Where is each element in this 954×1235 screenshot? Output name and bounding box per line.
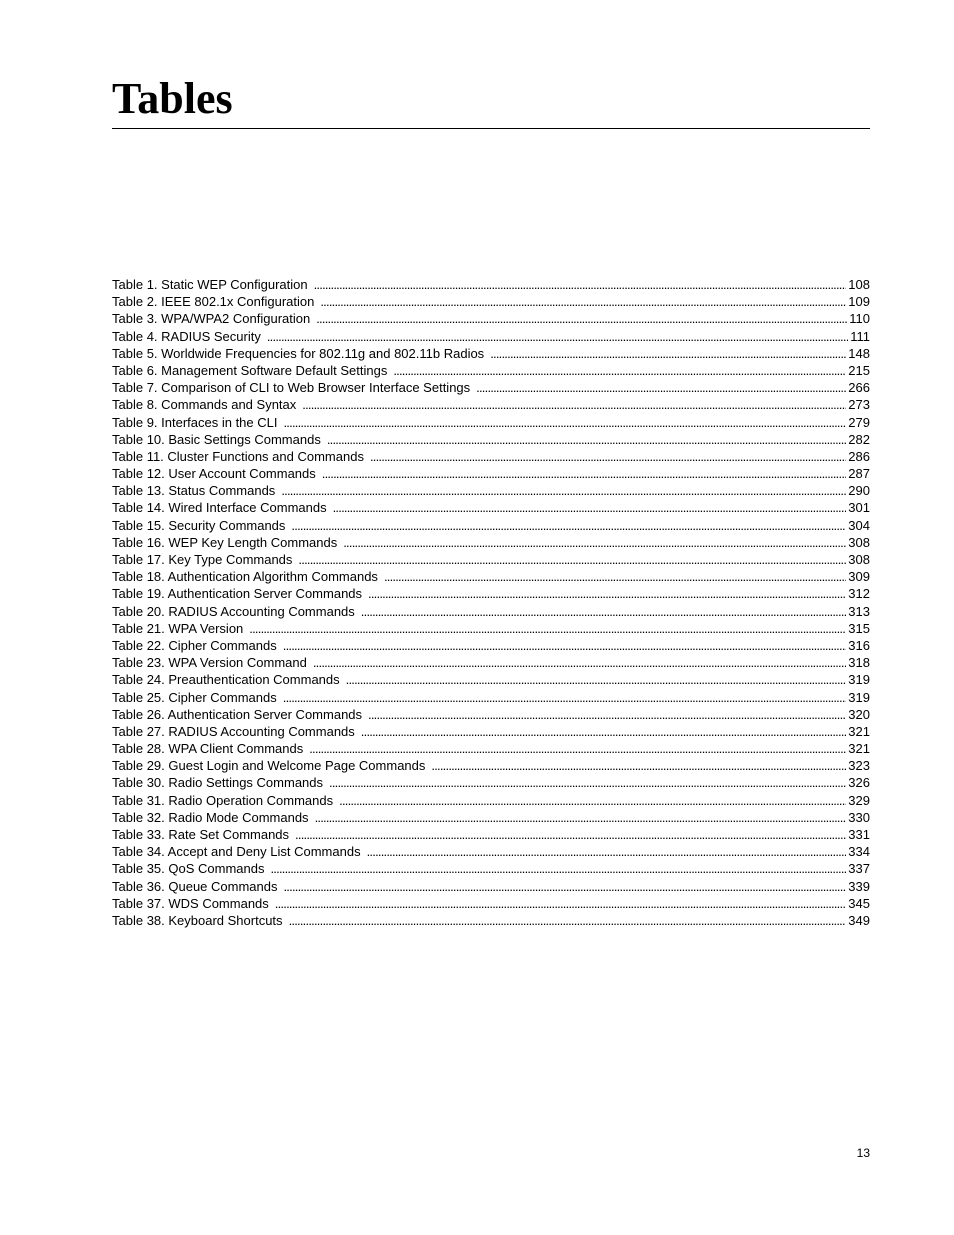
toc-entry[interactable] (112, 345, 870, 362)
toc-entry-label: Table 30. Radio Settings Commands (112, 775, 324, 791)
dot-leader (327, 431, 846, 448)
dot-leader (283, 637, 847, 654)
toc-entry[interactable] (112, 826, 870, 843)
toc-entry[interactable] (112, 310, 870, 327)
toc-entry[interactable] (112, 689, 870, 706)
toc-entry-label: Table 20. RADIUS Accounting Commands (112, 603, 355, 619)
dot-leader (367, 843, 847, 860)
toc-entry-page: 339 (848, 878, 870, 894)
toc-entry[interactable] (112, 860, 870, 877)
toc-entry-page: 287 (848, 466, 870, 482)
toc-entry[interactable] (112, 843, 870, 860)
toc-entry-page: 319 (848, 672, 870, 688)
toc-entry-label: Table 37. WDS Commands (112, 895, 269, 911)
dot-leader (490, 345, 846, 362)
dot-leader (275, 895, 847, 912)
dot-leader (320, 293, 846, 310)
dot-leader (370, 448, 846, 465)
toc-entry-page: 330 (848, 809, 870, 825)
toc-entry-label: Table 6. Management Software Default Settings (112, 362, 388, 378)
page-number: 13 (856, 1146, 870, 1160)
dot-leader (314, 276, 847, 293)
title-rule (112, 128, 870, 129)
toc-entry-label: Table 15. Security Commands (112, 517, 286, 533)
toc-entry-label: Table 7. Comparison of CLI to Web Browser Interface Settings (112, 380, 471, 396)
toc-entry-page: 108 (848, 277, 870, 292)
toc-entry[interactable] (112, 740, 870, 757)
dot-leader (476, 379, 846, 396)
toc-entry[interactable] (112, 912, 870, 929)
toc-entry[interactable] (112, 499, 870, 516)
toc-entry-label: Table 4. RADIUS Security (112, 328, 261, 344)
toc-entry-label: Table 2. IEEE 802.1x Configuration (112, 294, 315, 310)
toc-entry-label: Table 33. Rate Set Commands (112, 827, 290, 842)
toc-entry[interactable] (112, 757, 870, 774)
toc-entry-page: 110 (849, 311, 870, 327)
dot-leader (291, 517, 846, 534)
toc-entry[interactable] (112, 895, 870, 912)
dot-leader (361, 723, 847, 740)
toc-entry-label: Table 28. WPA Client Commands (112, 741, 304, 757)
toc-entry[interactable] (112, 448, 870, 465)
toc-entry-page: 290 (848, 483, 870, 499)
toc-entry-page: 266 (848, 380, 870, 396)
toc-entry-label: Table 35. QoS Commands (112, 861, 265, 877)
toc-entry-page: 282 (848, 431, 870, 447)
toc-entry-page: 312 (848, 586, 870, 602)
dot-leader (329, 774, 846, 791)
toc-entry[interactable] (112, 396, 870, 413)
toc-entry[interactable] (112, 293, 870, 310)
toc-entry[interactable] (112, 276, 870, 293)
dot-leader (343, 534, 846, 551)
dot-leader (315, 809, 847, 826)
toc-entry-page: 309 (848, 569, 870, 585)
toc-entry-page: 326 (848, 775, 870, 791)
toc-entry-page: 273 (848, 397, 870, 413)
toc-entry-label: Table 34. Accept and Deny List Commands (112, 844, 361, 860)
dot-leader (283, 689, 847, 706)
dot-leader (393, 362, 846, 379)
toc-entry-label: Table 23. WPA Version Command (112, 655, 307, 671)
toc-entry[interactable] (112, 792, 870, 809)
toc-entry-page: 337 (848, 861, 870, 877)
toc-entry-page: 321 (848, 741, 870, 757)
toc-entry-page: 321 (848, 723, 870, 739)
dot-leader (316, 310, 847, 327)
toc-entry-label: Table 31. Radio Operation Commands (112, 792, 334, 808)
toc-entry-page: 320 (848, 706, 870, 722)
toc-entry[interactable] (112, 654, 870, 671)
toc-entry-label: Table 9. Interfaces in the CLI (112, 414, 278, 430)
toc-entry[interactable] (112, 551, 870, 568)
dot-leader (281, 482, 846, 499)
dot-leader (302, 396, 846, 413)
toc-entry[interactable] (112, 637, 870, 654)
dot-leader (270, 860, 846, 877)
toc-entry[interactable] (112, 568, 870, 585)
toc-entry[interactable] (112, 431, 870, 448)
toc-entry-label: Table 24. Preauthentication Commands (112, 672, 340, 688)
toc-entry-page: 323 (848, 758, 870, 774)
toc-entry[interactable] (112, 603, 870, 620)
toc-entry-page: 109 (848, 294, 870, 310)
toc-entry[interactable] (112, 671, 870, 688)
toc-entry-label: Table 19. Authentication Server Commands (112, 586, 363, 602)
toc-entry[interactable] (112, 482, 870, 499)
toc-entry-page: 308 (848, 534, 870, 550)
toc-entry-label: Table 11. Cluster Functions and Commands (112, 448, 364, 464)
dot-leader (346, 671, 847, 688)
dot-leader (339, 792, 846, 809)
toc-entry-page: 286 (848, 448, 870, 464)
toc-entry-page: 279 (848, 414, 870, 430)
dot-leader (368, 706, 846, 723)
page-title: Tables (112, 74, 233, 123)
dot-leader (333, 499, 847, 516)
toc-entry-label: Table 13. Status Commands (112, 483, 276, 499)
toc-entry-label: Table 8. Commands and Syntax (112, 397, 297, 413)
dot-leader (283, 414, 846, 431)
dot-leader (289, 912, 847, 929)
toc-entry-label: Table 36. Queue Commands (112, 878, 278, 894)
dot-leader (361, 603, 847, 620)
toc-entry[interactable] (112, 620, 870, 637)
toc-entry-label: Table 38. Keyboard Shortcuts (112, 912, 283, 928)
toc-entry[interactable] (112, 723, 870, 740)
toc-entry-label: Table 27. RADIUS Accounting Commands (112, 723, 355, 739)
toc-entry-label: Table 1. Static WEP Configuration (112, 277, 308, 292)
toc-entry-page: 304 (848, 517, 870, 533)
dot-leader (384, 568, 846, 585)
toc-entry-page: 329 (848, 792, 870, 808)
toc-entry-page: 319 (848, 689, 870, 705)
toc-entry-label: Table 18. Authentication Algorithm Commands (112, 569, 378, 585)
toc-entry-label: Table 29. Guest Login and Welcome Page Commands (112, 758, 426, 774)
toc-entry-page: 316 (848, 637, 870, 653)
toc-entry-page: 215 (848, 362, 870, 378)
dot-leader (309, 740, 846, 757)
toc-entry-page: 148 (848, 345, 870, 361)
toc-entry-label: Table 22. Cipher Commands (112, 637, 277, 653)
toc-entry-label: Table 5. Worldwide Frequencies for 802.11g and 802.11b Radios (112, 345, 485, 361)
toc-entry[interactable] (112, 465, 870, 482)
toc-entry-label: Table 26. Authentication Server Commands (112, 706, 363, 722)
toc-entry-page: 315 (848, 620, 870, 636)
toc-entry-page: 313 (848, 603, 870, 619)
toc-entry-label: Table 10. Basic Settings Commands (112, 431, 321, 447)
toc-entry-label: Table 12. User Account Commands (112, 466, 316, 482)
toc-entry[interactable] (112, 362, 870, 379)
toc-entry-page: 111 (850, 328, 870, 344)
toc-entry[interactable] (112, 534, 870, 551)
toc-entry-label: Table 21. WPA Version (112, 620, 244, 636)
list-of-tables (112, 276, 870, 929)
dot-leader (295, 826, 846, 843)
toc-entry[interactable] (112, 328, 870, 345)
toc-entry[interactable] (112, 379, 870, 396)
toc-entry-page: 349 (848, 912, 870, 928)
toc-entry[interactable] (112, 706, 870, 723)
toc-entry[interactable] (112, 585, 870, 602)
toc-entry-label: Table 17. Key Type Commands (112, 552, 293, 567)
dot-leader (368, 585, 846, 602)
dot-leader (322, 465, 847, 482)
toc-entry-label: Table 14. Wired Interface Commands (112, 500, 327, 516)
toc-entry-page: 301 (848, 500, 870, 516)
toc-entry-label: Table 32. Radio Mode Commands (112, 809, 309, 825)
toc-entry-page: 331 (848, 827, 870, 842)
toc-entry-label: Table 16. WEP Key Length Commands (112, 534, 338, 550)
toc-entry-page: 308 (848, 552, 870, 567)
toc-entry[interactable] (112, 809, 870, 826)
toc-entry-label: Table 3. WPA/WPA2 Configuration (112, 311, 311, 327)
dot-leader (313, 654, 846, 671)
toc-entry-page: 334 (848, 844, 870, 860)
dot-leader (249, 620, 846, 637)
toc-entry[interactable] (112, 774, 870, 791)
dot-leader (267, 328, 848, 345)
toc-entry[interactable] (112, 414, 870, 431)
toc-entry[interactable] (112, 517, 870, 534)
toc-entry-page: 318 (848, 655, 870, 671)
dot-leader (431, 757, 846, 774)
toc-entry[interactable] (112, 878, 870, 895)
dot-leader (283, 878, 846, 895)
dot-leader (298, 551, 846, 568)
toc-entry-page: 345 (848, 895, 870, 911)
toc-entry-label: Table 25. Cipher Commands (112, 689, 277, 705)
